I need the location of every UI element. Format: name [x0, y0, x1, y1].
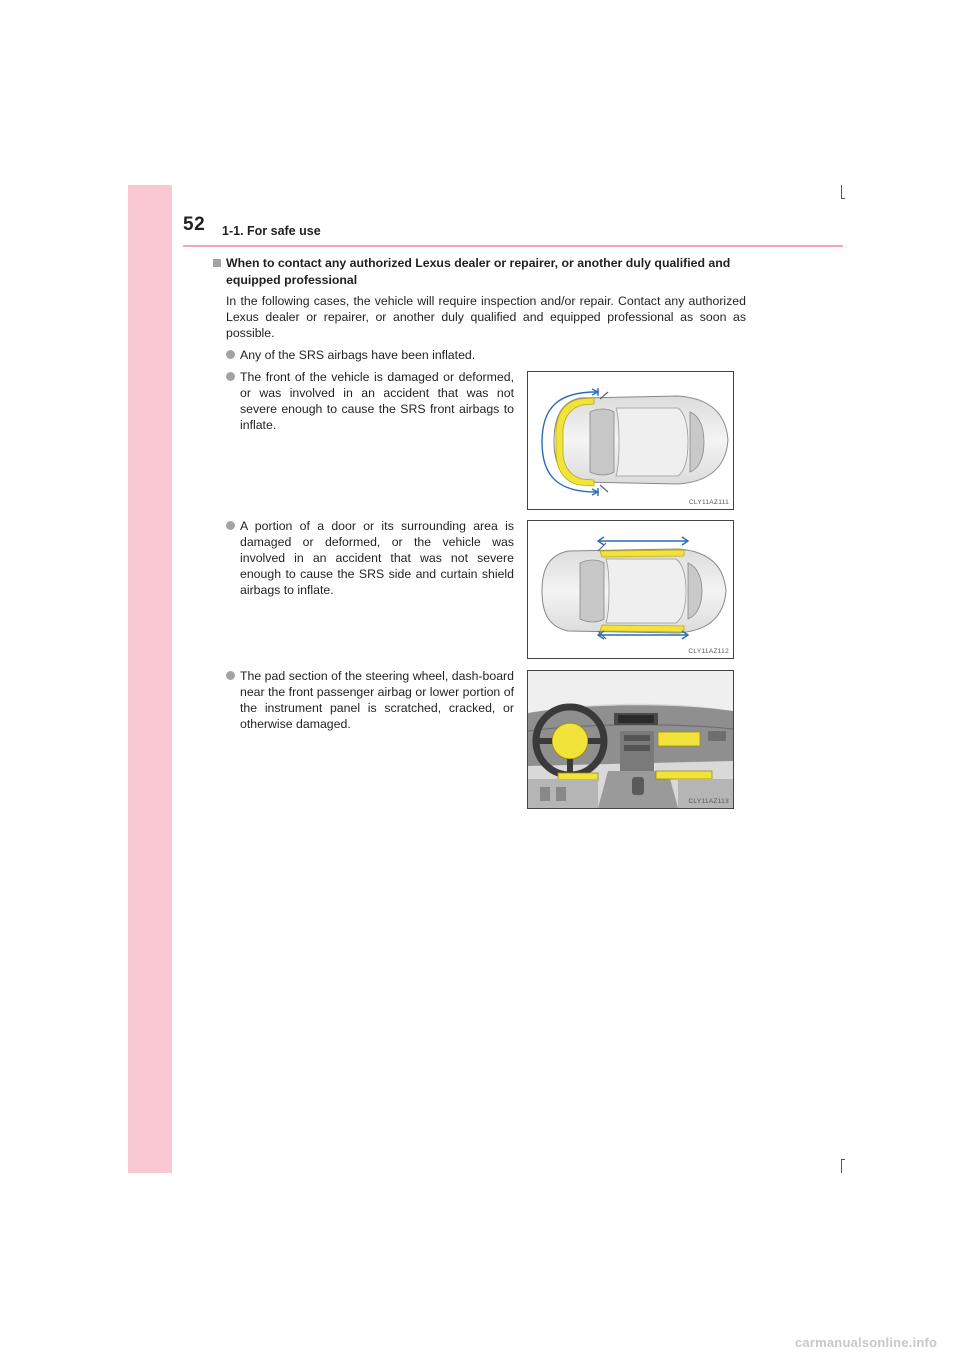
dashboard-illustration [528, 671, 733, 808]
circle-bullet-icon [226, 521, 235, 530]
section-heading [214, 255, 754, 289]
figure-dashboard-damage [527, 670, 734, 809]
bullet-item [226, 369, 514, 433]
figure-code-label: CLY11AZ112 [688, 648, 729, 655]
figure-code-label: CLY11AZ113 [688, 798, 729, 805]
car-top-front-illustration [528, 372, 733, 509]
circle-bullet-icon [226, 350, 235, 359]
intro-paragraph: In the following cases, the vehicle will require inspection and/or repair. Contact any authorized Lexus dealer or repairer, or another duly qualified and equipped professional as soon as possible. [226, 294, 746, 340]
crop-mark-bottom-foot [841, 1159, 845, 1160]
watermark-text: carmanualsonline.info [795, 1335, 938, 1350]
bullet-text: Any of the SRS airbags have been inflated. [240, 348, 476, 362]
bullet-text: The front of the vehicle is damaged or deformed, or was involved in an accident that was not severe enough to cause the SRS front airbags to inflate. [240, 370, 514, 432]
bullet-text: The pad section of the steering wheel, dash-board near the front passenger airbag or lower portion of the instrument panel is scratched, cracked, or otherwise damaged. [240, 669, 514, 731]
figure-front-damage [527, 371, 734, 510]
side-color-band [128, 185, 172, 1173]
circle-bullet-icon [226, 671, 235, 680]
bullet-item [226, 668, 514, 732]
header-divider [183, 245, 843, 247]
bullet-item [226, 518, 514, 598]
figure-code-label: CLY11AZ111 [688, 499, 729, 506]
crop-mark-top-foot [841, 198, 845, 199]
section-title: 1-1. For safe use [222, 224, 321, 238]
circle-bullet-icon [226, 372, 235, 381]
crop-mark-bottom [841, 1159, 842, 1173]
crop-mark-top [841, 185, 842, 199]
figure-side-damage [527, 520, 734, 659]
bullet-text: A portion of a door or its surrounding area is damaged or deformed, or the vehicle was involved in an accident that was not severe enough to cause the SRS side and curtain shield airbags to inflate. [240, 519, 514, 597]
heading-text: When to contact any authorized Lexus dealer or repairer, or another duly qualified and equipped professional [226, 256, 731, 287]
square-bullet-icon [213, 259, 221, 267]
car-top-side-illustration [528, 521, 733, 658]
bullet-item [226, 347, 746, 363]
page-number: 52 [183, 214, 206, 235]
